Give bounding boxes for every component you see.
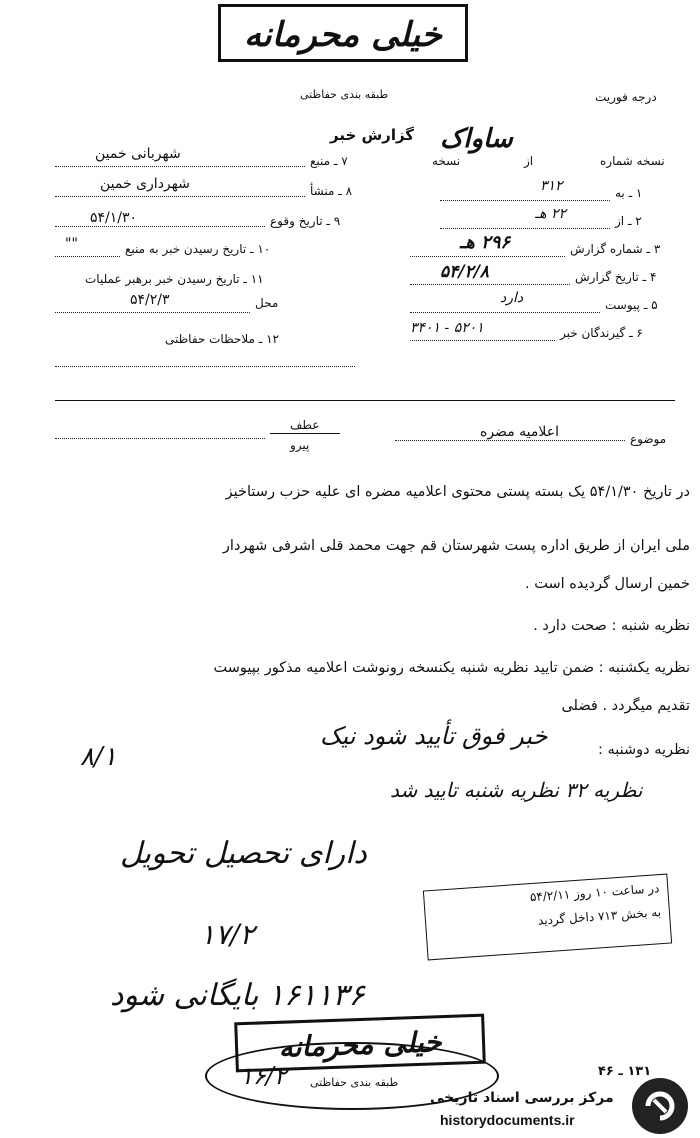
handwritten-number-2: ۱۶۱۱۳۶ بایگانی شود (110, 978, 365, 1013)
body-line-5: نظریه یکشنبه : ضمن تایید نظریه شنبه یکنسخه رونوشت اعلامیه مذکور بپیوست (213, 660, 690, 676)
field-report-date-value: ۵۴/۲/۸ (440, 262, 489, 282)
field-report-date-label: ۴ ـ تاریخ گزارش (575, 270, 657, 284)
field-recipients-label: ۶ ـ گیرندگان خبر (560, 326, 643, 340)
field-from-value: ۲۲ هـ (535, 206, 566, 222)
footer-caption: طبقه بندی حفاظتی (310, 1076, 399, 1089)
field-source-date-value: "" (65, 236, 78, 252)
field-report-no-label: ۳ ـ شماره گزارش (570, 242, 661, 256)
field-report-no-value: ۲۹۶ هـ (460, 232, 511, 253)
page-number: ۱۳۱ ـ ۴۶ (598, 1064, 652, 1079)
field-source-value: شهربانی خمین (95, 146, 181, 162)
body-line-7-hand: خبر فوق تأیید شود نیک (320, 722, 548, 750)
field-source-label: ۷ ـ منبع (310, 154, 348, 168)
watermark-url: historydocuments.ir (440, 1112, 575, 1128)
field-place-value: ۵۴/۲/۳ (130, 292, 170, 308)
reference-label: عطف (290, 418, 320, 432)
body-line-2: ملی ایران از طریق اداره پست شهرستان قم جهت محمد قلی اشرفی شهردار (222, 538, 690, 554)
subject-label: موضوع (630, 432, 667, 446)
classification-caption: طبقه بندی حفاظتی (300, 88, 389, 101)
receipt-stamp (423, 874, 672, 961)
priority-label: درجه فوریت (595, 90, 657, 104)
report-title: گزارش خبر (330, 126, 415, 144)
copy-from: از (524, 154, 534, 168)
field-occurrence-label: ۹ ـ تاریخ وقوع (270, 214, 341, 228)
copy-handwritten: ساواک (440, 124, 513, 154)
copy-count-label: نسخه شماره (600, 154, 665, 168)
receipt-line-1: در ساعت ۱۰ روز ۵۴/۲/۱۱ (529, 881, 660, 905)
body-line-8-hand: نظریه ۳۲ نظریه شنبه تایید شد (390, 778, 643, 802)
classification-stamp (218, 4, 468, 62)
handwritten-number-1: ۱۷/۲ (200, 918, 255, 951)
copy-unit: نسخه (432, 154, 461, 168)
watermark-name: مرکز بررسی اسناد تاریخی (430, 1090, 614, 1106)
receipt-line-2: به بخش ۷۱۳ داخل گردید (537, 905, 662, 928)
field-attachment-value: دارد (500, 290, 524, 306)
reference-sub-label: پیرو (290, 438, 310, 452)
field-origin-label: ۸ ـ منشأ (310, 184, 353, 198)
subject-value: اعلامیه مضره (480, 424, 559, 440)
field-to-label: ۱ ـ به (615, 186, 643, 200)
field-to-value: ۳۱۲ (540, 178, 563, 194)
field-occurrence-value: ۵۴/۱/۳۰ (90, 210, 138, 226)
field-attachment-label: ۵ ـ پیوست (605, 298, 658, 312)
stamp-text: خیلی محرمانه (244, 15, 442, 55)
section-divider (55, 400, 675, 401)
watermark-logo-icon (632, 1078, 688, 1134)
footer-hand-note: ۱۶/۲ (240, 1062, 287, 1090)
margin-note: ۸/۱ (80, 742, 117, 772)
field-origin-value: شهرداری خمین (100, 176, 190, 192)
field-ops-date-label: ۱۱ ـ تاریخ رسیدن خبر برهبر عملیات (85, 272, 264, 286)
field-source-date-label: ۱۰ ـ تاریخ رسیدن خبر به منبع (125, 242, 271, 256)
field-security-notes-label: ۱۲ ـ ملاحظات حفاظتی (165, 332, 279, 346)
body-line-6: تقدیم میگردد . فضلی (561, 698, 690, 714)
body-line-1: در تاریخ ۵۴/۱/۳۰ یک بسته پستی محتوی اعلامیه مضره ای علیه حزب رستاخیز (225, 484, 690, 500)
field-from-label: ۲ ـ از (615, 214, 642, 228)
signature-1: دارای تحصیل تحویل (120, 836, 367, 871)
footer-stamp-text: خیلی محرمانه (278, 1025, 443, 1064)
body-line-3: خمین ارسال گردیده است . (525, 576, 690, 592)
body-line-4: نظریه شنبه : صحت دارد . (533, 618, 690, 634)
field-recipients-value: ۳۴۰۱ - ۵۲۰۱ (410, 320, 484, 336)
body-line-7-print: نظریه دوشنبه : (598, 742, 690, 758)
field-place-label: محل (255, 296, 279, 310)
